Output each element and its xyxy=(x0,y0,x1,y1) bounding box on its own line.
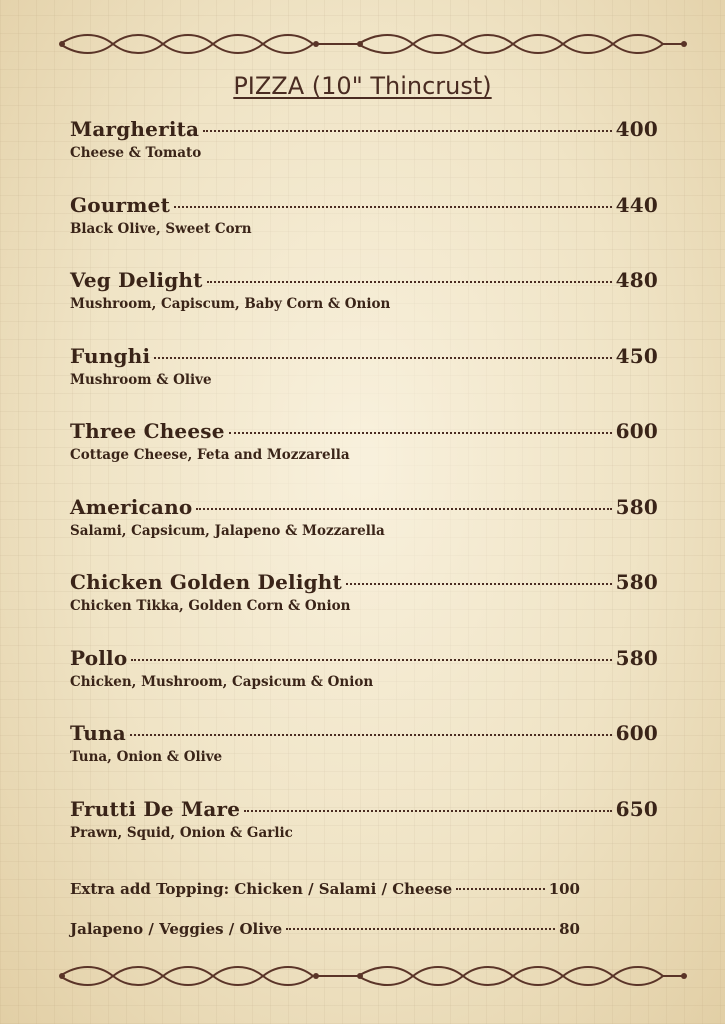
extra-topping-line xyxy=(70,920,580,960)
menu-item xyxy=(70,193,658,269)
dot-leader xyxy=(229,432,612,434)
menu-item xyxy=(70,721,658,797)
dot-leader xyxy=(346,583,612,585)
dot-leader xyxy=(154,357,611,359)
extra-label: Jalapeno / Veggies / Olive xyxy=(70,920,283,938)
item-description: Mushroom & Olive xyxy=(70,371,212,388)
top-ornament-border xyxy=(58,30,688,58)
menu-item xyxy=(70,268,658,344)
menu-item xyxy=(70,495,658,571)
dot-leader xyxy=(207,281,612,283)
menu-title-text: PIZZA (10" Thincrust) xyxy=(233,72,492,100)
item-description: Chicken, Mushroom, Capsicum & Onion xyxy=(70,673,374,690)
menu-item xyxy=(70,646,658,722)
dot-leader xyxy=(244,810,611,812)
item-name: Margherita xyxy=(70,117,200,141)
item-name: Tuna xyxy=(70,721,126,745)
dot-leader xyxy=(286,928,555,930)
item-price: 450 xyxy=(615,343,658,368)
item-description: Cheese & Tomato xyxy=(70,145,202,161)
item-name: Three Cheese xyxy=(70,419,225,443)
dot-leader xyxy=(456,888,545,890)
dot-leader xyxy=(131,659,611,661)
item-price: 580 xyxy=(615,494,658,519)
menu-title xyxy=(0,72,725,100)
extra-price: 80 xyxy=(559,920,580,938)
item-price: 650 xyxy=(615,796,658,821)
menu-item xyxy=(70,117,658,193)
item-price: 440 xyxy=(615,192,658,217)
item-price: 580 xyxy=(615,645,658,670)
extra-topping-line xyxy=(70,880,580,920)
menu-item xyxy=(70,570,658,646)
dot-leader xyxy=(203,130,611,132)
menu-item xyxy=(70,419,658,495)
item-description: Prawn, Squid, Onion & Garlic xyxy=(70,824,293,841)
item-name: Pollo xyxy=(70,645,128,670)
item-price: 480 xyxy=(615,268,658,292)
item-name: Frutti De Mare xyxy=(70,796,241,821)
dot-leader xyxy=(130,734,612,736)
item-name: Veg Delight xyxy=(70,268,203,292)
item-price: 600 xyxy=(615,419,658,443)
extra-price: 100 xyxy=(548,880,580,898)
menu-item xyxy=(70,797,658,873)
extras-section xyxy=(70,880,580,960)
item-description: Mushroom, Capiscum, Baby Corn & Onion xyxy=(70,296,391,312)
item-description: Black Olive, Sweet Corn xyxy=(70,220,252,237)
item-name: Gourmet xyxy=(70,192,171,217)
menu-item-list xyxy=(70,117,658,872)
bottom-ornament-border xyxy=(58,962,688,990)
extra-label: Extra add Topping: Chicken / Salami / Cheese xyxy=(70,880,453,898)
item-description: Salami, Capsicum, Jalapeno & Mozzarella xyxy=(70,522,385,539)
item-price: 600 xyxy=(615,721,658,745)
item-name: Americano xyxy=(70,494,193,519)
dot-leader xyxy=(174,206,612,208)
item-name: Chicken Golden Delight xyxy=(70,570,342,594)
item-description: Tuna, Onion & Olive xyxy=(70,749,223,765)
item-description: Chicken Tikka, Golden Corn & Onion xyxy=(70,598,351,614)
item-name: Funghi xyxy=(70,343,151,368)
item-price: 580 xyxy=(615,570,658,594)
menu-item xyxy=(70,344,658,420)
dot-leader xyxy=(196,508,611,510)
item-price: 400 xyxy=(615,117,658,141)
item-description: Cottage Cheese, Feta and Mozzarella xyxy=(70,447,350,463)
